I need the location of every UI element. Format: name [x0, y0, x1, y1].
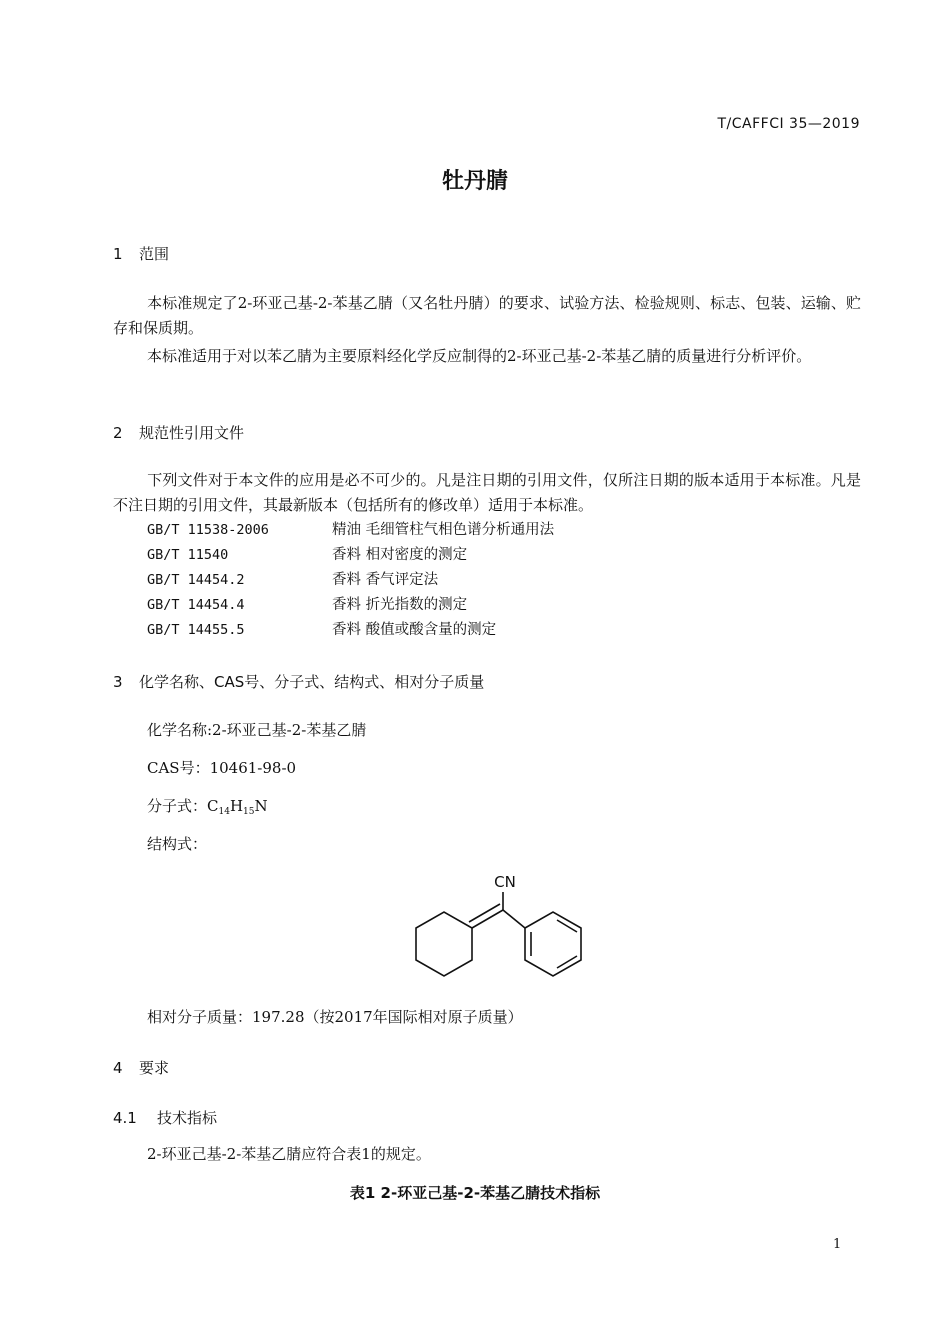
- section-2-heading: [113, 422, 244, 443]
- paragraph-text: 本标准规定了2-环亚己基-2-苯基乙腈（又名牡丹腈）的要求、试验方法、检验规则、标志、包装、运输、贮存和保质期。: [113, 294, 861, 337]
- section-number: 4: [113, 1059, 123, 1077]
- reference-name: 香料 相对密度的测定: [332, 547, 468, 563]
- document-title: 牡丹腈: [441, 169, 508, 194]
- section-title: 化学名称、CAS号、分子式、结构式、相对分子质量: [139, 673, 485, 691]
- reference-code: GB/T 14454.4: [147, 597, 245, 613]
- nitrile-label: CN: [494, 873, 516, 891]
- formula-n: N: [254, 797, 268, 815]
- phenyl-bond: [503, 910, 525, 928]
- benzene-inner-bond: [557, 956, 577, 968]
- section-title: 要求: [139, 1059, 170, 1077]
- formula-label: 分子式：: [147, 797, 208, 815]
- page-number: 1: [833, 1237, 842, 1252]
- reference-code: GB/T 14455.5: [147, 622, 245, 638]
- section-1-heading: [113, 243, 169, 264]
- reference-name: 精油 毛细管柱气相色谱分析通用法: [332, 522, 555, 538]
- scope-paragraph-2: [113, 344, 861, 369]
- reference-name: 香料 香气评定法: [332, 572, 439, 588]
- reference-code: GB/T 14454.2: [147, 572, 245, 588]
- table-caption: 表1 2-环亚己基-2-苯基乙腈技术指标: [349, 1184, 601, 1202]
- benzene-inner-bond: [557, 920, 577, 932]
- reference-code: GB/T 11540: [147, 547, 229, 563]
- section-number: 2: [113, 424, 123, 442]
- formula-h-subscript: 15: [243, 807, 255, 817]
- reference-row: [147, 568, 438, 593]
- paragraph-text: 下列文件对于本文件的应用是必不可少的。凡是注日期的引用文件，仅所注日期的版本适用于本标准。凡是不注日期的引用文件，其最新版本（包括所有的修改单）适用于本标准。: [113, 471, 861, 514]
- chemical-name: 化学名称:2-环亚己基-2-苯基乙腈: [147, 721, 367, 739]
- reference-row: [147, 543, 467, 568]
- structure-label: 结构式：: [147, 835, 208, 853]
- molecular-mass: 相对分子质量：197.28（按2017年国际相对原子质量）: [147, 1008, 523, 1026]
- cas-number: CAS号：10461-98-0: [147, 759, 297, 777]
- section-4-heading: [113, 1057, 169, 1078]
- section-title: 范围: [139, 245, 170, 263]
- reference-name: 香料 折光指数的测定: [332, 597, 468, 613]
- exocyclic-bond: [472, 910, 503, 928]
- section-4-1-heading: [113, 1107, 217, 1128]
- formula-h: H: [229, 797, 244, 815]
- scope-paragraph-1: [113, 291, 861, 341]
- subsection-number: 4.1: [113, 1109, 137, 1127]
- reference-row: [147, 618, 496, 643]
- requirement-paragraph: 2-环亚己基-2-苯基乙腈应符合表1的规定。: [147, 1145, 431, 1163]
- formula-c-subscript: 14: [218, 807, 230, 817]
- structural-formula: [395, 868, 595, 988]
- references-paragraph: [113, 468, 861, 518]
- reference-row: [147, 593, 467, 618]
- reference-code: GB/T 11538-2006: [147, 522, 269, 538]
- section-number: 3: [113, 673, 123, 691]
- section-3-heading: [113, 671, 484, 692]
- reference-name: 香料 酸值或酸含量的测定: [332, 622, 497, 638]
- section-number: 1: [113, 245, 123, 263]
- molecular-formula: [147, 795, 268, 817]
- cyclohexane-ring: [416, 912, 472, 976]
- section-title: 规范性引用文件: [139, 424, 245, 442]
- exocyclic-bond-second-line: [469, 904, 500, 922]
- paragraph-text: 本标准适用于对以苯乙腈为主要原料经化学反应制得的2-环亚己基-2-苯基乙腈的质量进行分析评价。: [147, 347, 812, 365]
- standard-number: T/CAFFCI 35—2019: [717, 116, 860, 132]
- reference-row: [147, 518, 554, 543]
- subsection-title: 技术指标: [157, 1109, 218, 1127]
- benzene-ring: [525, 912, 581, 976]
- formula-c: C: [207, 797, 219, 815]
